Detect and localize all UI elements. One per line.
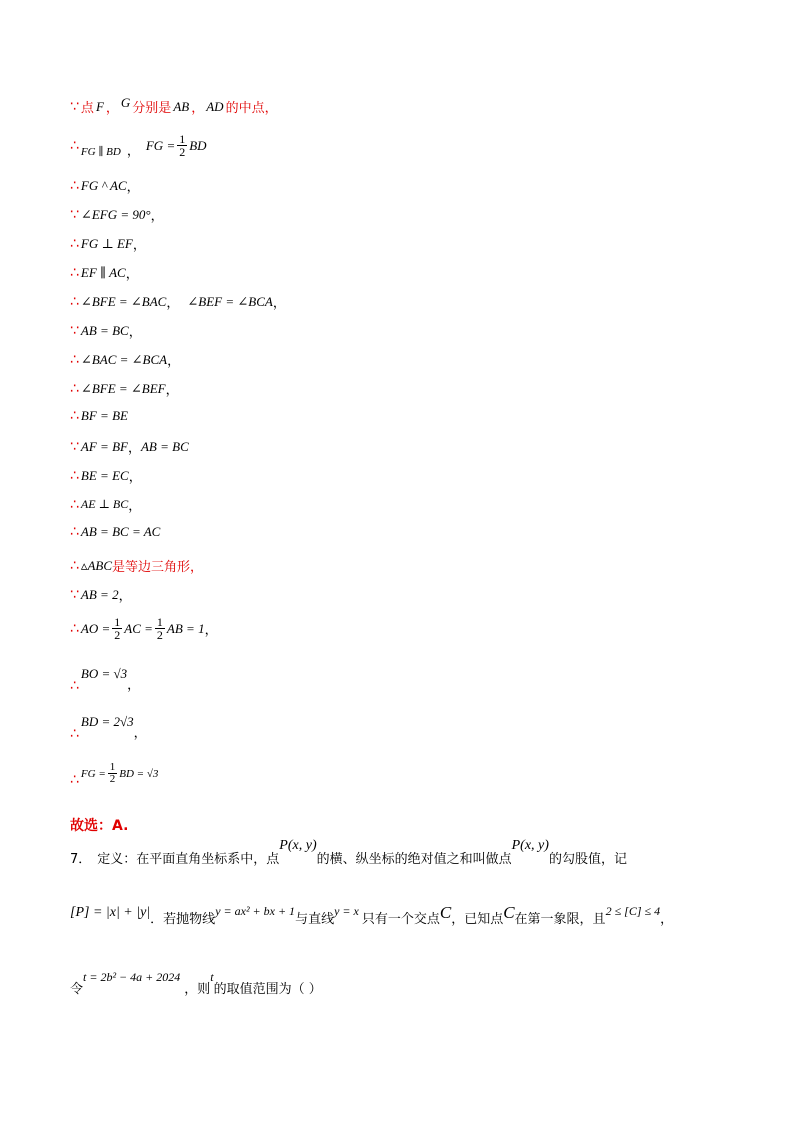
text: 的横、纵坐标的绝对值之和叫做点 (316, 852, 512, 867)
math: AB = BC (140, 438, 189, 454)
punct: ， (166, 296, 180, 311)
question-7-line-2 (70, 903, 674, 927)
math: ▵ABC (80, 557, 112, 573)
math: t = 2b² − 4a + 2024 (83, 970, 181, 984)
because-icon: ∵ (70, 438, 79, 455)
text: 的取值范围为（ ） (213, 982, 322, 997)
therefore-icon: ∴ (70, 177, 79, 194)
math: AE ⊥ BC (80, 497, 129, 511)
proof-line-9 (70, 350, 180, 369)
math: BO = √3 (80, 665, 128, 681)
therefore-icon: ∴ (70, 620, 79, 637)
because-icon: ∵ (70, 98, 79, 115)
math: FG ∥ BD (80, 146, 121, 158)
text: ，则 (184, 982, 211, 997)
text: ，已知点 (451, 911, 504, 927)
math: FG ^ AC (80, 177, 127, 193)
math: G (120, 94, 131, 110)
punct: ， (204, 623, 218, 638)
math: BD = √3 (119, 767, 159, 780)
therefore-icon: ∴ (70, 771, 79, 788)
text: ， (660, 911, 674, 927)
therefore-icon: ∴ (70, 235, 79, 252)
therefore-icon: ∴ (70, 137, 79, 154)
math: EF ∥ AC (80, 264, 126, 280)
proof-line-7 (70, 292, 286, 311)
math: AB = 1 (166, 620, 205, 636)
text: 只有一个交点 (361, 911, 440, 927)
proof-line-4 (70, 205, 164, 224)
therefore-icon: ∴ (70, 557, 79, 574)
math: y = ax² + bx + 1 (215, 903, 296, 918)
proof-line-3 (70, 176, 140, 195)
text: ．若抛物线 (150, 911, 216, 927)
question-number: 7． (70, 852, 92, 867)
proof-line-18 (70, 616, 218, 641)
punct: ， (128, 470, 142, 485)
text: 是等边三角形， (112, 560, 204, 575)
proof-line-12 (70, 437, 189, 456)
therefore-icon: ∴ (70, 293, 79, 310)
text: ， (105, 101, 119, 116)
math: AB = BC = AC (80, 524, 161, 539)
math: AB = BC (80, 322, 129, 338)
punct: ， (118, 589, 132, 604)
answer-line (70, 815, 128, 835)
therefore-icon: ∴ (70, 380, 79, 397)
math: y = x (334, 903, 359, 918)
proof-line-20 (70, 712, 147, 742)
math: C (439, 903, 452, 922)
text: 的勾股值，记 (548, 852, 627, 867)
text: 点 (80, 101, 94, 116)
text: 的中点， (225, 101, 278, 116)
math: ∠BEF = ∠BCA (187, 293, 273, 309)
math: 2 ≤ [C] ≤ 4 (605, 903, 661, 918)
therefore-icon: ∴ (70, 725, 79, 742)
math: FG = (80, 767, 106, 780)
proof-line-17 (70, 585, 132, 604)
therefore-icon: ∴ (70, 351, 79, 368)
text: 在第一象限，且 (514, 911, 606, 927)
proof-line-5 (70, 234, 146, 253)
math: ∠BAC = ∠BCA (80, 351, 168, 367)
punct: ， (165, 383, 179, 398)
math: AF = BF (80, 438, 128, 454)
proof-line-15 (70, 524, 160, 540)
math: FG = (145, 137, 176, 153)
proof-line-10 (70, 379, 179, 398)
math: C (503, 903, 515, 922)
proof-line-19 (70, 664, 141, 694)
punct: ， (167, 354, 181, 369)
fraction: $\frac{1}{2}$ (114, 615, 121, 642)
punct: ， (127, 678, 141, 693)
math: AB = 2 (80, 586, 119, 602)
math: P(x, y) (279, 837, 317, 853)
math: AO = (80, 620, 111, 636)
text: 定义：在平面直角坐标系中，点 (97, 852, 280, 867)
math: ∠BFE = ∠BEF (80, 380, 166, 396)
proof-line-16 (70, 556, 203, 575)
math: [P] = |x| + |y| (70, 905, 151, 920)
math: ∠BFE = ∠BAC (80, 293, 167, 309)
punct: ， (127, 441, 141, 456)
because-icon: ∵ (70, 206, 79, 223)
proof-line-8 (70, 321, 142, 340)
text: 分别是 (132, 101, 172, 116)
math: AB (173, 98, 190, 114)
proof-line-21 (70, 761, 159, 788)
math: t (210, 970, 214, 984)
math: BD = 2√3 (80, 713, 134, 729)
math: AC = (124, 620, 153, 636)
punct: ， (150, 209, 164, 224)
fraction: $\frac{1}{2}$ (109, 761, 116, 785)
therefore-icon: ∴ (70, 467, 79, 484)
punct: ， (126, 180, 140, 195)
therefore-icon: ∴ (70, 677, 79, 694)
punct: ， (132, 238, 146, 253)
proof-line-13 (70, 466, 142, 485)
punct: ， (125, 267, 139, 282)
because-icon: ∵ (70, 322, 79, 339)
question-7-line-3 (70, 970, 322, 997)
math: ∠EFG = 90° (80, 206, 151, 222)
therefore-icon: ∴ (70, 408, 79, 424)
math: F (95, 98, 104, 114)
punct: ， (128, 499, 142, 514)
question-7-line-1 (70, 837, 627, 867)
math: P(x, y) (511, 837, 549, 853)
answer-text: 故选：A. (70, 818, 129, 834)
math: BF = BE (80, 408, 128, 423)
text: 令 (70, 982, 84, 997)
fraction: $\frac{1}{2}$ (156, 615, 163, 642)
proof-line-14 (70, 495, 141, 514)
punct: ， (133, 726, 147, 741)
proof-line-2: ∴ FG ∥ BD ， FG = $\frac{1}{2}$ BD (70, 132, 207, 159)
text: 与直线 (295, 911, 335, 927)
text: ， (191, 101, 205, 116)
proof-line-1 (70, 94, 278, 116)
therefore-icon: ∴ (70, 264, 79, 281)
punct: ， (272, 296, 286, 311)
proof-line-11 (70, 408, 128, 424)
therefore-icon: ∴ (70, 496, 79, 513)
math: FG ⊥ EF (80, 235, 133, 251)
math: AD (206, 98, 224, 114)
therefore-icon: ∴ (70, 524, 79, 540)
math: BE = EC (80, 467, 129, 483)
math: BD (189, 137, 207, 153)
punct: ， (128, 325, 142, 340)
because-icon: ∵ (70, 586, 79, 603)
proof-line-6 (70, 263, 139, 282)
fraction: $\frac{1}{2}$ (179, 132, 186, 159)
